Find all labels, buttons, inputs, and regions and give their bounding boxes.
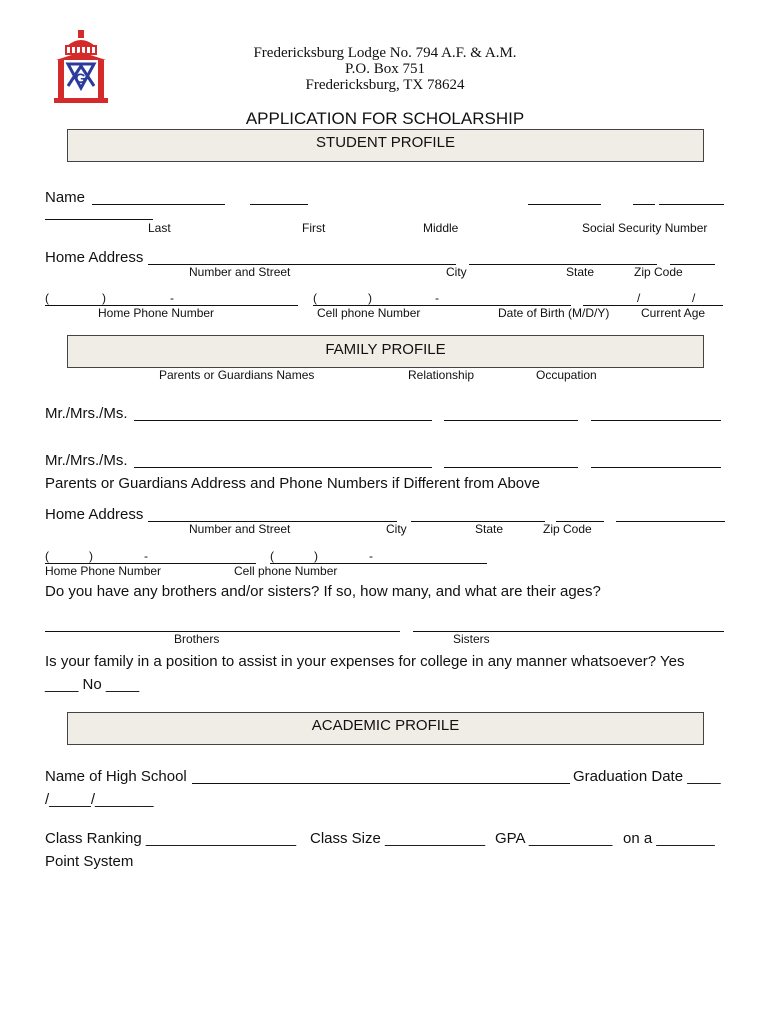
page-title: APPLICATION FOR SCHOLARSHIP [245, 109, 525, 128]
name-continuation-line[interactable] [45, 219, 153, 220]
class-size-label[interactable]: Class Size ____________ [310, 830, 486, 847]
name-label: Name [45, 189, 86, 206]
academic-profile-header [67, 712, 704, 745]
ssn-line-b[interactable] [659, 204, 724, 205]
state-caption: State [566, 265, 595, 279]
occupation-col: Occupation [536, 368, 597, 382]
family-profile-header [67, 335, 704, 368]
guardian-number-street-caption: Number and Street [189, 522, 291, 536]
siblings-question: Do you have any brothers and/or sisters? If so, how many, and what are their ages? [45, 583, 601, 600]
academic-profile-title: ACADEMIC PROFILE [311, 717, 460, 734]
middle-caption: Middle [423, 221, 459, 235]
guardian-cell-dash: - [369, 549, 373, 563]
guardian-zip-caption: Zip Code [543, 522, 592, 536]
student-profile-header [67, 129, 704, 162]
lodge-city-line: Fredericksburg, TX 78624 [305, 77, 465, 93]
first-caption: First [302, 221, 326, 235]
guardian-home-address-label: Home Address [45, 506, 144, 523]
guardian-cell-paren-open: ( [270, 549, 274, 563]
home-address-label: Home Address [45, 249, 144, 266]
ssn-caption: Social Security Number [582, 221, 708, 235]
guardian-2-name-line[interactable] [134, 467, 432, 468]
cell-phone-dash: - [435, 291, 439, 305]
guardian-cell-phone-caption: Cell phone Number [234, 564, 338, 578]
assist-no-line[interactable]: ____ No ____ [45, 676, 140, 693]
city-caption: City [446, 265, 467, 279]
class-ranking-label[interactable]: Class Ranking __________________ [45, 830, 297, 847]
assist-question: Is your family in a position to assist in your expenses for college in any manner whatsoever? Yes [45, 653, 685, 670]
on-a-label[interactable]: on a _______ [623, 830, 715, 847]
last-name-line[interactable] [92, 204, 225, 205]
different-address-label: Parents or Guardians Address and Phone Numbers if Different from Above [45, 475, 540, 492]
home-phone-paren-open: ( [45, 291, 49, 305]
high-school-line[interactable] [192, 783, 570, 784]
guardian-city-caption: City [386, 522, 407, 536]
guardian-2-relationship-line[interactable] [444, 467, 578, 468]
ssn-line-a[interactable] [633, 204, 655, 205]
dob-slash-1: / [637, 291, 641, 305]
graduation-date-label[interactable]: Graduation Date ____ [573, 768, 721, 785]
cell-phone-paren-open: ( [313, 291, 317, 305]
guardian-1-label: Mr./Mrs./Ms. [45, 405, 128, 422]
guardian-2-label: Mr./Mrs./Ms. [45, 452, 128, 469]
guardian-1-relationship-line[interactable] [444, 420, 578, 421]
current-age-caption: Current Age [641, 306, 706, 320]
family-profile-title: FAMILY PROFILE [325, 341, 446, 358]
guardian-cell-paren-close: ) [314, 549, 318, 563]
home-phone-paren-close: ) [102, 291, 106, 305]
home-phone-dash: - [170, 291, 174, 305]
point-system-label: Point System [45, 853, 134, 870]
first-name-line[interactable] [250, 204, 308, 205]
student-profile-title: STUDENT PROFILE [316, 134, 455, 151]
guardian-1-name-line[interactable] [134, 420, 432, 421]
middle-name-line[interactable] [528, 204, 601, 205]
cell-phone-paren-close: ) [368, 291, 372, 305]
last-caption: Last [148, 221, 171, 235]
guardian-names-col: Parents or Guardians Names [159, 368, 315, 382]
guardian-home-paren-close: ) [89, 549, 93, 563]
high-school-label: Name of High School [45, 768, 187, 785]
guardian-home-dash: - [144, 549, 148, 563]
brothers-caption: Brothers [174, 632, 220, 646]
gpa-label[interactable]: GPA __________ [495, 830, 613, 847]
dob-caption: Date of Birth (M/D/Y) [498, 306, 610, 320]
guardian-home-phone-caption: Home Phone Number [45, 564, 162, 578]
sisters-caption: Sisters [453, 632, 490, 646]
dob-slash-2: / [692, 291, 696, 305]
zip-caption: Zip Code [634, 265, 683, 279]
graduation-date-line[interactable]: /_____/_______ [45, 791, 154, 808]
city-state-line[interactable] [469, 264, 657, 265]
logo-letter: G [75, 70, 86, 86]
lodge-name: Fredericksburg Lodge No. 794 A.F. & A.M. [253, 45, 517, 61]
guardian-extra-line[interactable] [616, 521, 725, 522]
guardian-home-paren-open: ( [45, 549, 49, 563]
brothers-line[interactable] [45, 631, 400, 632]
cell-phone-caption: Cell phone Number [317, 306, 421, 320]
relationship-col: Relationship [408, 368, 475, 382]
home-phone-caption: Home Phone Number [98, 306, 215, 320]
po-box: P.O. Box 751 [344, 61, 426, 77]
guardian-2-occupation-line[interactable] [591, 467, 721, 468]
number-street-caption: Number and Street [189, 265, 291, 279]
guardian-1-occupation-line[interactable] [591, 420, 721, 421]
guardian-state-caption: State [475, 522, 504, 536]
